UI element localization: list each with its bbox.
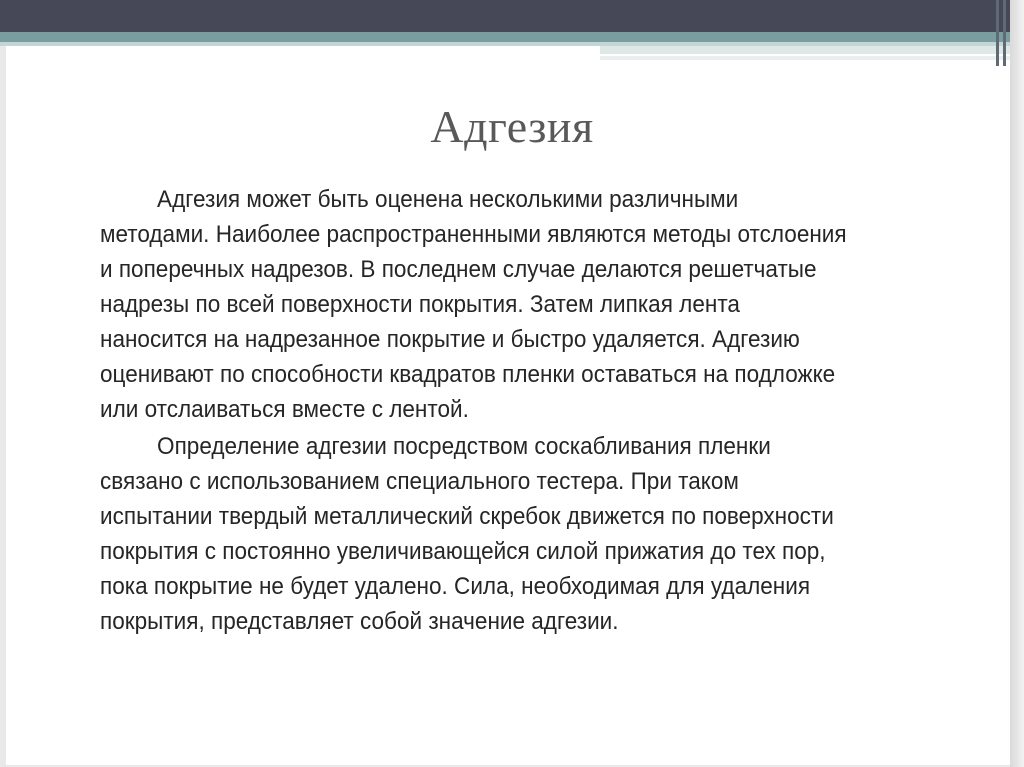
header-band-accent: [600, 46, 1020, 66]
paragraph-line: покрытия с постоянно увеличивающейся силой прижатия до тех пор,: [100, 538, 826, 565]
paragraph-line: пока покрытие не будет удалено. Сила, необходимая для удаления: [100, 573, 811, 600]
paragraph-line: или отслаиваться вместе с лентой.: [100, 396, 469, 423]
paragraph-line: методами. Наиболее распространенными являются методы отслоения: [100, 221, 847, 248]
paragraph-line: наносится на надрезанное покрытие и быстро удаляется. Адгезию: [100, 326, 800, 353]
header-accent-line: [996, 0, 999, 66]
paragraph-1: [100, 182, 900, 427]
slide-body: [100, 182, 900, 641]
paragraph-line: покрытия, представляет собой значение адгезии.: [100, 608, 619, 635]
header-band-teal: [0, 32, 1024, 42]
slide-title: Адгезия: [430, 101, 594, 152]
paragraph-line: Определение адгезии посредством соскабливания пленки: [157, 433, 771, 460]
paragraph-line: испытании твердый металлический скребок движется по поверхности: [100, 503, 834, 530]
paragraph-line: оценивают по способности квадратов пленки оставаться на подложке: [100, 361, 836, 388]
paragraph-line: связано с использованием специального тестера. При таком: [100, 468, 739, 495]
header-band-dark: [0, 0, 1024, 32]
paragraph-line: и поперечных надрезов. В последнем случае делаются решетчатые: [100, 256, 817, 283]
paragraph-2: [100, 429, 900, 639]
paragraph-line: надрезы по всей поверхности покрытия. Затем липкая лента: [100, 291, 740, 318]
paragraph-line: Адгезия может быть оценена несколькими различными: [157, 186, 739, 213]
header-accent-line: [1003, 0, 1006, 66]
